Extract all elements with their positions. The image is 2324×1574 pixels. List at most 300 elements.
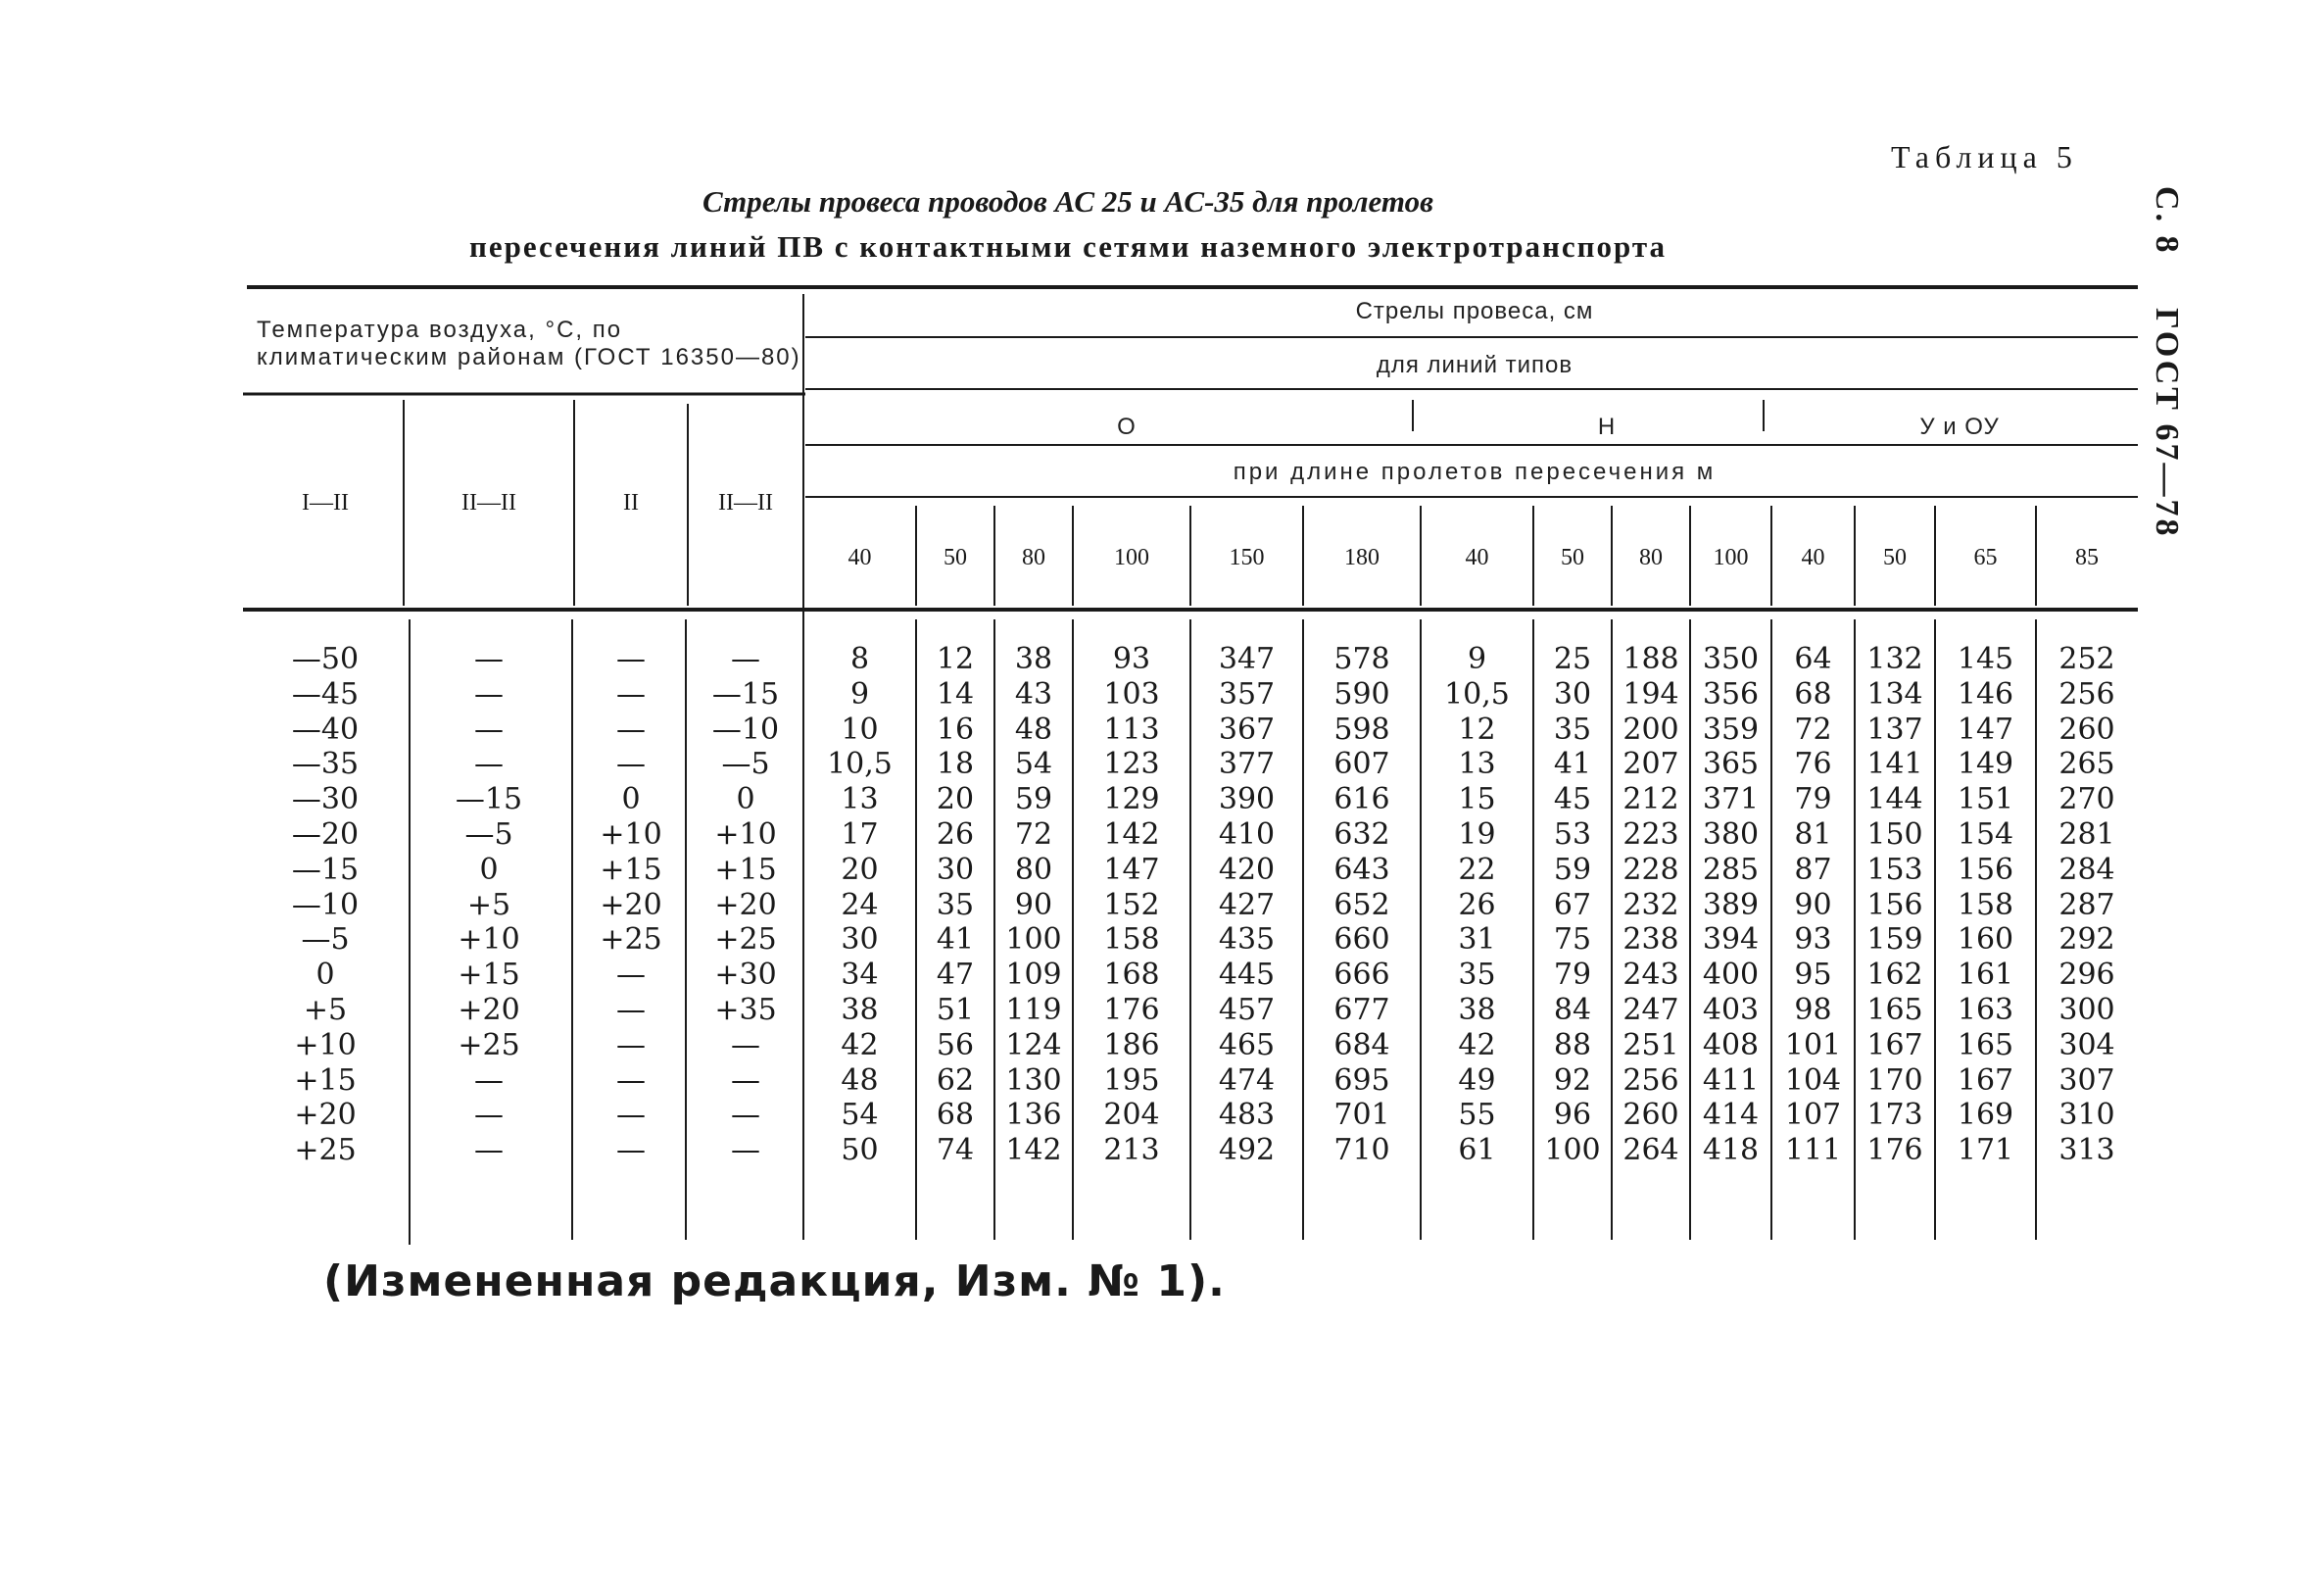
temp-col-header-4: II—II — [718, 490, 773, 516]
span-col-header: 40 — [847, 545, 872, 570]
table-cell: 0 — [315, 958, 335, 993]
table-cell: 160 — [1957, 922, 2014, 958]
table-cell: 445 — [1218, 958, 1276, 993]
table-cell: 64 — [1794, 642, 1832, 676]
table-cell: 130 — [1005, 1062, 1062, 1098]
table-cell: 151 — [1957, 782, 2014, 817]
table-cell: 153 — [1866, 852, 1923, 887]
table-cell: 400 — [1702, 958, 1760, 993]
table-cell: — — [616, 747, 646, 782]
table-cell: —35 — [291, 747, 360, 782]
table-cell: 20 — [841, 852, 879, 887]
span-col-header: 50 — [944, 545, 967, 570]
table-cell: 474 — [1218, 1062, 1276, 1098]
table-cell: 701 — [1333, 1098, 1390, 1133]
table-cell: 394 — [1702, 922, 1760, 958]
table-cell: 87 — [1794, 852, 1832, 887]
span-col-header: 80 — [1022, 545, 1045, 570]
table-cell: 159 — [1866, 922, 1923, 958]
table-cell: — — [474, 747, 504, 782]
table-cell: 371 — [1702, 782, 1760, 817]
table-cell: 90 — [1014, 887, 1053, 922]
table-cell: 643 — [1333, 852, 1390, 887]
table-cell: 26 — [1458, 887, 1496, 922]
table-cell: 74 — [936, 1133, 975, 1168]
table-cell: 169 — [1957, 1098, 2014, 1133]
table-cell: 34 — [841, 958, 879, 993]
table-cell: 365 — [1702, 747, 1760, 782]
table-cell: 62 — [936, 1062, 975, 1098]
sag-header: Стрелы провеса, см — [1355, 298, 1594, 324]
table-cell: 79 — [1553, 958, 1592, 993]
table-cell: 35 — [936, 887, 975, 922]
table-cell: 55 — [1458, 1098, 1496, 1133]
table-cell: — — [616, 642, 646, 676]
table-cell: 710 — [1333, 1133, 1390, 1168]
table-cell: —40 — [291, 712, 360, 747]
table-cell: +10 — [600, 816, 662, 852]
table-cell: 607 — [1333, 747, 1390, 782]
table-cell: 35 — [1458, 958, 1496, 993]
table-cell: 281 — [2058, 816, 2115, 852]
table-cell: 418 — [1702, 1133, 1760, 1168]
table-cell: +25 — [458, 1027, 520, 1062]
table-cell: 492 — [1218, 1133, 1276, 1168]
table-cell: — — [474, 676, 504, 712]
table-cell: +5 — [466, 887, 511, 922]
table-cell: 0 — [736, 782, 755, 817]
table-cell: 16 — [936, 712, 975, 747]
table-cell: 590 — [1333, 676, 1390, 712]
table-cell: +15 — [600, 852, 662, 887]
table-cell: 251 — [1622, 1027, 1679, 1062]
table-cell: 238 — [1622, 922, 1679, 958]
table-column — [574, 642, 688, 1168]
table-cell: 53 — [1553, 816, 1592, 852]
table-cell: 49 — [1458, 1062, 1496, 1098]
table-cell: 81 — [1794, 816, 1832, 852]
table-cell: —5 — [464, 816, 513, 852]
table-cell: 26 — [936, 816, 975, 852]
table-cell: 13 — [1458, 747, 1496, 782]
table-cell: 113 — [1103, 712, 1160, 747]
table-cell: 194 — [1622, 676, 1679, 712]
table-cell: — — [616, 712, 646, 747]
table-cell: 347 — [1218, 642, 1276, 676]
table-cell: — — [731, 642, 760, 676]
table-cell: 684 — [1333, 1027, 1390, 1062]
table-cell: 367 — [1218, 712, 1276, 747]
table-cell: 616 — [1333, 782, 1390, 817]
table-cell: 67 — [1553, 887, 1592, 922]
table-cell: 75 — [1553, 922, 1592, 958]
table-cell: 100 — [1005, 922, 1062, 958]
table-cell: 35 — [1553, 712, 1592, 747]
table-cell: — — [474, 1133, 504, 1168]
table-cell: 260 — [2058, 712, 2115, 747]
table-cell: 632 — [1333, 816, 1390, 852]
table-cell: 84 — [1553, 992, 1592, 1027]
table-cell: 359 — [1702, 712, 1760, 747]
table-column — [916, 642, 994, 1168]
table-column — [1303, 642, 1421, 1168]
span-col-header: 40 — [1801, 545, 1825, 570]
table-cell: — — [616, 676, 646, 712]
span-length-header: при длине пролетов пересечения м — [1233, 459, 1717, 485]
span-col-header: 40 — [1465, 545, 1489, 570]
span-col-header: 180 — [1344, 545, 1380, 570]
table-cell: 72 — [1014, 816, 1053, 852]
table-cell: 31 — [1458, 922, 1496, 958]
table-cell: 300 — [2058, 992, 2115, 1027]
span-col-header: 80 — [1639, 545, 1663, 570]
table-cell: 410 — [1218, 816, 1276, 852]
table-cell: 142 — [1005, 1133, 1062, 1168]
table-cell: 357 — [1218, 676, 1276, 712]
table-cell: 195 — [1103, 1062, 1160, 1098]
table-cell: +30 — [714, 958, 777, 993]
table-cell: +35 — [714, 992, 777, 1027]
table-cell: 483 — [1218, 1098, 1276, 1133]
table-cell: 24 — [841, 887, 879, 922]
table-cell: —20 — [291, 816, 360, 852]
table-cell: — — [731, 1098, 760, 1133]
table-title-line-2: пересечения линий ПВ с контактными сетями наземного электротранспорта — [469, 229, 1667, 264]
table-cell: 403 — [1702, 992, 1760, 1027]
table-cell: — — [731, 1027, 760, 1062]
table-cell: 313 — [2058, 1133, 2115, 1168]
table-cell: 146 — [1957, 676, 2014, 712]
table-cell: 15 — [1458, 782, 1496, 817]
table-cell: 124 — [1005, 1027, 1062, 1062]
table-cell: 176 — [1866, 1133, 1923, 1168]
table-cell: 119 — [1005, 992, 1062, 1027]
table-cell: 168 — [1103, 958, 1160, 993]
span-col-header: 100 — [1713, 545, 1749, 570]
table-cell: — — [616, 992, 646, 1027]
temp-col-header-1: I—II — [302, 490, 349, 516]
type-group-u-ou: У и ОУ — [1919, 414, 2000, 440]
table-cell: 154 — [1957, 816, 2014, 852]
type-group-o: О — [1117, 414, 1137, 440]
table-cell: 42 — [841, 1027, 879, 1062]
table-cell: 161 — [1957, 958, 2014, 993]
table-cell: 247 — [1622, 992, 1679, 1027]
table-cell: 41 — [936, 922, 975, 958]
table-cell: 142 — [1103, 816, 1160, 852]
table-cell: 260 — [1622, 1098, 1679, 1133]
line-types-header: для линий типов — [1376, 352, 1574, 378]
table-cell: — — [616, 1098, 646, 1133]
table-column — [1421, 642, 1533, 1168]
table-cell: 41 — [1553, 747, 1592, 782]
amendment-note: (Измененная редакция, Изм. № 1). — [323, 1256, 1226, 1306]
table-column — [1771, 642, 1855, 1168]
table-column — [1533, 642, 1612, 1168]
table-cell: 61 — [1458, 1133, 1496, 1168]
table-cell: 350 — [1702, 642, 1760, 676]
table-cell: 18 — [936, 747, 975, 782]
table-cell: — — [616, 1133, 646, 1168]
table-cell: +10 — [458, 922, 520, 958]
table-cell: 152 — [1103, 887, 1160, 922]
table-cell: —15 — [291, 852, 360, 887]
table-cell: —30 — [291, 782, 360, 817]
table-cell: 59 — [1014, 782, 1053, 817]
table-number-label: Таблица 5 — [1891, 139, 2078, 174]
table-cell: 163 — [1957, 992, 2014, 1027]
table-cell: 296 — [2058, 958, 2115, 993]
table-cell: +15 — [714, 852, 777, 887]
table-cell: 228 — [1622, 852, 1679, 887]
table-cell: 90 — [1794, 887, 1832, 922]
table-column — [247, 642, 404, 1168]
table-column — [1073, 642, 1190, 1168]
temp-col-header-3: II — [623, 490, 639, 516]
table-cell: 132 — [1866, 642, 1923, 676]
table-cell: 109 — [1005, 958, 1062, 993]
table-cell: 10,5 — [1444, 676, 1510, 712]
table-cell: —10 — [711, 712, 780, 747]
table-cell: 156 — [1957, 852, 2014, 887]
temperature-header: Температура воздуха, °С, по климатическим районам (ГОСТ 16350—80) — [257, 317, 801, 370]
span-col-header: 50 — [1883, 545, 1907, 570]
table-cell: —15 — [711, 676, 780, 712]
table-cell: 660 — [1333, 922, 1390, 958]
table-cell: 93 — [1112, 642, 1151, 676]
table-cell: 252 — [2058, 642, 2115, 676]
table-cell: 104 — [1784, 1062, 1842, 1098]
table-cell: 158 — [1957, 887, 2014, 922]
table-cell: —10 — [291, 887, 360, 922]
table-cell: 30 — [936, 852, 975, 887]
table-cell: 72 — [1794, 712, 1832, 747]
table-cell: +20 — [714, 887, 777, 922]
table-cell: +25 — [600, 922, 662, 958]
table-cell: 123 — [1103, 747, 1160, 782]
table-cell: 68 — [936, 1098, 975, 1133]
table-cell: 10 — [841, 712, 879, 747]
table-cell: 307 — [2058, 1062, 2115, 1098]
table-cell: 47 — [936, 958, 975, 993]
table-cell: — — [731, 1133, 760, 1168]
table-column — [1935, 642, 2036, 1168]
table-cell: +20 — [458, 992, 520, 1027]
table-cell: — — [616, 1062, 646, 1098]
side-page-number: С. 8 — [2149, 186, 2185, 256]
table-cell: 141 — [1866, 747, 1923, 782]
table-cell: 93 — [1794, 922, 1832, 958]
span-col-header: 85 — [2075, 545, 2099, 570]
table-cell: 310 — [2058, 1098, 2115, 1133]
table-cell: — — [474, 712, 504, 747]
table-cell: 677 — [1333, 992, 1390, 1027]
table-cell: 9 — [1467, 642, 1487, 676]
table-cell: 19 — [1458, 816, 1496, 852]
table-cell: 8 — [849, 642, 870, 676]
span-col-header: 150 — [1229, 545, 1265, 570]
table-cell: 38 — [1458, 992, 1496, 1027]
table-cell: 414 — [1702, 1098, 1760, 1133]
table-cell: +15 — [294, 1062, 357, 1098]
table-cell: 170 — [1866, 1062, 1923, 1098]
table-cell: 188 — [1622, 642, 1679, 676]
table-cell: — — [616, 1027, 646, 1062]
table-cell: 54 — [841, 1098, 879, 1133]
table-cell: — — [474, 1062, 504, 1098]
table-cell: 0 — [621, 782, 641, 817]
table-cell: 45 — [1553, 782, 1592, 817]
table-cell: 51 — [936, 992, 975, 1027]
table-cell: —15 — [455, 782, 523, 817]
table-cell: 98 — [1794, 992, 1832, 1027]
table-cell: 137 — [1866, 712, 1923, 747]
span-col-header: 65 — [1973, 545, 1998, 570]
table-cell: 20 — [936, 782, 975, 817]
table-cell: 150 — [1866, 816, 1923, 852]
table-cell: 68 — [1794, 676, 1832, 712]
table-cell: 284 — [2058, 852, 2115, 887]
table-cell: 136 — [1005, 1098, 1062, 1133]
table-cell: 10,5 — [827, 747, 893, 782]
table-cell: 167 — [1957, 1062, 2014, 1098]
table-cell: +10 — [294, 1027, 357, 1062]
table-cell: 149 — [1957, 747, 2014, 782]
table-cell: 162 — [1866, 958, 1923, 993]
table-cell: 17 — [841, 816, 879, 852]
table-column — [803, 642, 916, 1168]
table-cell: 465 — [1218, 1027, 1276, 1062]
table-cell: 390 — [1218, 782, 1276, 817]
table-column — [1612, 642, 1690, 1168]
table-cell: 173 — [1866, 1098, 1923, 1133]
table-cell: 389 — [1702, 887, 1760, 922]
table-cell: 356 — [1702, 676, 1760, 712]
table-cell: 147 — [1957, 712, 2014, 747]
table-cell: —50 — [291, 642, 360, 676]
table-cell: 100 — [1544, 1133, 1601, 1168]
table-cell: 408 — [1702, 1027, 1760, 1062]
type-group-n: Н — [1597, 414, 1617, 440]
table-cell: 457 — [1218, 992, 1276, 1027]
table-cell: 147 — [1103, 852, 1160, 887]
table-cell: 666 — [1333, 958, 1390, 993]
table-cell: 107 — [1784, 1098, 1842, 1133]
table-cell: 165 — [1866, 992, 1923, 1027]
table-cell: 111 — [1784, 1133, 1842, 1168]
table-cell: 38 — [841, 992, 879, 1027]
table-column — [994, 642, 1073, 1168]
table-cell: 287 — [2058, 887, 2115, 922]
table-cell: 232 — [1622, 887, 1679, 922]
table-cell: 12 — [936, 642, 975, 676]
table-cell: 207 — [1622, 747, 1679, 782]
table-cell: 95 — [1794, 958, 1832, 993]
table-cell: — — [731, 1062, 760, 1098]
table-column — [1190, 642, 1303, 1168]
table-cell: 54 — [1014, 747, 1053, 782]
table-cell: 156 — [1866, 887, 1923, 922]
table-cell: 30 — [841, 922, 879, 958]
table-cell: 76 — [1794, 747, 1832, 782]
table-cell: 88 — [1553, 1027, 1592, 1062]
table-cell: +15 — [458, 958, 520, 993]
table-cell: 14 — [936, 676, 975, 712]
table-cell: 43 — [1014, 676, 1053, 712]
table-column — [1855, 642, 1935, 1168]
table-cell: 38 — [1014, 642, 1053, 676]
table-cell: —45 — [291, 676, 360, 712]
span-col-header: 50 — [1561, 545, 1584, 570]
table-cell: 420 — [1218, 852, 1276, 887]
table-cell: +25 — [714, 922, 777, 958]
table-cell: 101 — [1784, 1027, 1842, 1062]
table-cell: 167 — [1866, 1027, 1923, 1062]
table-cell: 9 — [849, 676, 870, 712]
table-cell: 48 — [1014, 712, 1053, 747]
table-cell: 56 — [936, 1027, 975, 1062]
table-cell: 598 — [1333, 712, 1390, 747]
table-cell: 243 — [1622, 958, 1679, 993]
table-cell: 411 — [1702, 1062, 1760, 1098]
span-col-header: 100 — [1114, 545, 1149, 570]
table-cell: 96 — [1553, 1098, 1592, 1133]
table-cell: 92 — [1553, 1062, 1592, 1098]
table-cell: 30 — [1553, 676, 1592, 712]
table-cell: +20 — [600, 887, 662, 922]
table-cell: 171 — [1957, 1133, 2014, 1168]
table-cell: 652 — [1333, 887, 1390, 922]
table-cell: 304 — [2058, 1027, 2115, 1062]
table-cell: 212 — [1622, 782, 1679, 817]
table-cell: 427 — [1218, 887, 1276, 922]
table-cell: 144 — [1866, 782, 1923, 817]
table-cell: 158 — [1103, 922, 1160, 958]
table-cell: 22 — [1458, 852, 1496, 887]
table-cell: 270 — [2058, 782, 2115, 817]
table-column — [1690, 642, 1771, 1168]
table-cell: 435 — [1218, 922, 1276, 958]
table-cell: 204 — [1103, 1098, 1160, 1133]
table-column — [404, 642, 574, 1168]
table-cell: 42 — [1458, 1027, 1496, 1062]
table-cell: 695 — [1333, 1062, 1390, 1098]
table-cell: 13 — [841, 782, 879, 817]
table-cell: 134 — [1866, 676, 1923, 712]
table-cell: — — [616, 958, 646, 993]
table-cell: — — [474, 1098, 504, 1133]
table-cell: 377 — [1218, 747, 1276, 782]
table-cell: 264 — [1622, 1133, 1679, 1168]
table-title-line-1: Стрелы провеса проводов АС 25 и АС-35 для пролетов — [702, 184, 1433, 219]
table-cell: 256 — [2058, 676, 2115, 712]
table-cell: 59 — [1553, 852, 1592, 887]
table-cell: —5 — [301, 922, 350, 958]
table-cell: +5 — [303, 992, 348, 1027]
table-cell: 12 — [1458, 712, 1496, 747]
table-cell: 223 — [1622, 816, 1679, 852]
table-cell: 213 — [1103, 1133, 1160, 1168]
table-cell: 256 — [1622, 1062, 1679, 1098]
table-column — [2036, 642, 2138, 1168]
table-cell: —5 — [721, 747, 770, 782]
table-cell: 25 — [1553, 642, 1592, 676]
table-cell: 79 — [1794, 782, 1832, 817]
table-cell: 285 — [1702, 852, 1760, 887]
table-cell: +25 — [294, 1133, 357, 1168]
table-cell: 80 — [1014, 852, 1053, 887]
table-cell: +10 — [714, 816, 777, 852]
